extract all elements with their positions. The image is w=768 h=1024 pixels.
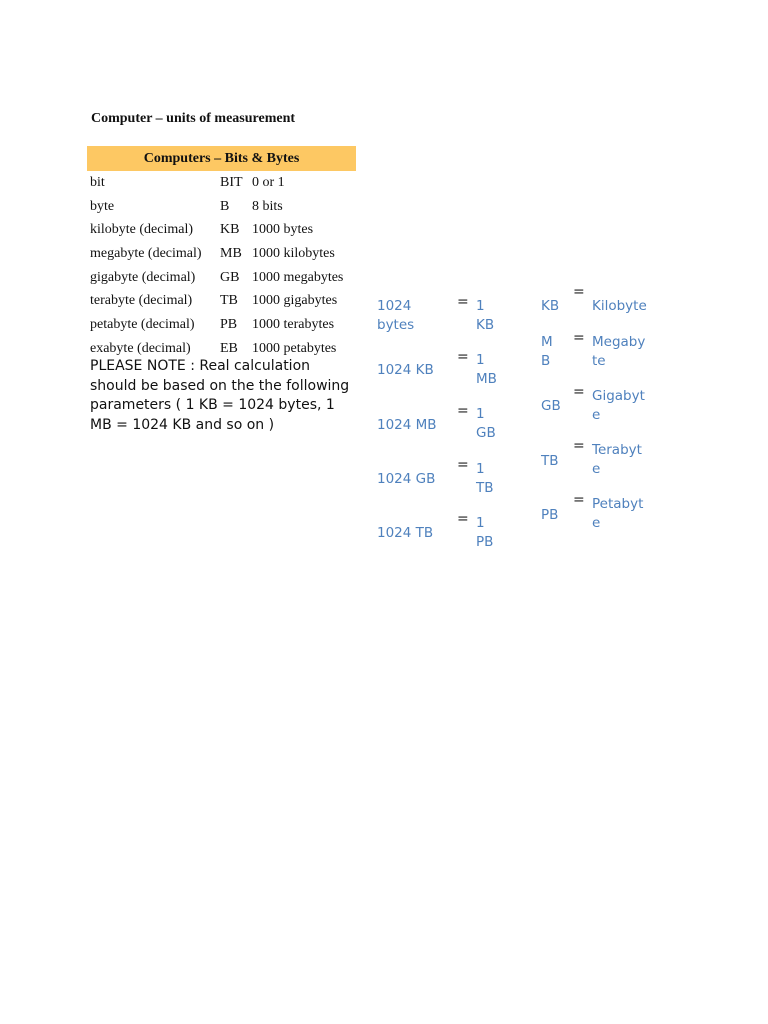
conversion-name	[592, 333, 645, 371]
unit-name: terabyte (decimal)	[90, 293, 193, 309]
table-row	[90, 244, 360, 268]
equals-sign: =	[573, 330, 585, 346]
conversion-to-line: PB	[476, 534, 494, 550]
conversion-to	[476, 514, 493, 552]
conversion-from-line: bytes	[377, 317, 415, 333]
unit-abbr: TB	[220, 293, 238, 309]
conversion-from-line: 1024	[377, 298, 412, 314]
conversion-abbr	[541, 397, 561, 416]
conversion-abbr	[541, 333, 553, 371]
unit-name: gigabyte (decimal)	[90, 269, 196, 285]
conversion-to-line: GB	[476, 425, 496, 441]
conversion-name	[592, 297, 647, 316]
unit-abbr: GB	[220, 269, 240, 285]
unit-value: 8 bits	[252, 198, 283, 214]
unit-name: megabyte (decimal)	[90, 246, 202, 262]
unit-value: 1000 petabytes	[252, 340, 337, 356]
conversion-to-line: 1	[476, 406, 485, 422]
conversion-name-line: Megaby	[592, 334, 646, 350]
conversion-name-line: e	[592, 515, 601, 531]
unit-value: 0 or 1	[252, 175, 285, 190]
table-row	[90, 197, 360, 221]
conversion-name-line: Terabyt	[592, 442, 642, 458]
conversion-abbr-line: TB	[541, 453, 559, 469]
conversion-abbr-line: GB	[541, 398, 561, 414]
conversion-abbr	[541, 506, 558, 525]
unit-name: exabyte (decimal)	[90, 340, 191, 356]
unit-abbr: MB	[220, 246, 242, 262]
conversion-abbr	[541, 452, 559, 471]
equals-sign: =	[573, 492, 585, 508]
table-row	[90, 220, 360, 244]
calculation-note: PLEASE NOTE : Real calculation should be based on the the following parameters ( 1 KB = 1024 bytes, 1 MB = 1024 KB and so on )	[90, 358, 350, 433]
conversion-to-line: MB	[476, 371, 497, 387]
conversion-from-line: 1024 MB	[377, 417, 437, 433]
conversion-to-line: 1	[476, 298, 485, 314]
table-row	[90, 268, 360, 292]
unit-value: 1000 gigabytes	[252, 293, 338, 309]
page-title: Computer – units of measurement	[91, 111, 296, 126]
equals-sign: =	[457, 403, 469, 419]
conversion-from-line: 1024 TB	[377, 525, 434, 541]
unit-value: 1000 terabytes	[252, 317, 335, 333]
conversion-abbr-line: PB	[541, 507, 559, 523]
unit-abbr: BIT	[220, 175, 243, 190]
conversion-name-line: e	[592, 407, 601, 423]
unit-abbr: KB	[220, 222, 240, 238]
unit-abbr: PB	[220, 317, 238, 333]
equals-sign: =	[573, 384, 585, 400]
conversion-name-line: Gigabyt	[592, 388, 645, 404]
unit-value: 1000 bytes	[252, 222, 314, 238]
conversion-abbr	[541, 297, 559, 316]
table-header	[87, 146, 356, 171]
table-row	[90, 173, 360, 197]
conversion-to	[476, 351, 497, 389]
conversion-name	[592, 495, 643, 533]
unit-name: bit	[90, 175, 105, 190]
unit-value: 1000 kilobytes	[252, 246, 335, 262]
conversion-name-line: e	[592, 461, 601, 477]
conversion-from	[377, 470, 435, 489]
conversion-to	[476, 405, 496, 443]
conversion-from-line: 1024 KB	[377, 362, 434, 378]
equals-sign: =	[457, 294, 469, 310]
table-header-label: Computers – Bits & Bytes	[143, 150, 300, 166]
conversion-to	[476, 297, 494, 335]
conversion-from	[377, 524, 433, 543]
conversion-abbr-line: KB	[541, 298, 560, 314]
conversion-name-line: te	[592, 353, 606, 369]
unit-value: 1000 megabytes	[252, 269, 344, 285]
conversion-to	[476, 460, 494, 498]
table-row	[90, 315, 360, 339]
unit-abbr: EB	[220, 340, 238, 356]
conversion-from-line: 1024 GB	[377, 471, 436, 487]
table-row	[90, 291, 360, 315]
conversion-abbr-line: M	[541, 334, 553, 350]
conversion-name	[592, 441, 642, 479]
conversion-to-line: 1	[476, 461, 485, 477]
conversion-to-line: 1	[476, 352, 485, 368]
conversion-from	[377, 297, 414, 335]
conversion-to-line: KB	[476, 317, 495, 333]
conversion-from	[377, 416, 437, 435]
conversion-to-line: 1	[476, 515, 485, 531]
conversion-from	[377, 361, 434, 380]
equals-sign: =	[573, 438, 585, 454]
conversion-name-line: Kilobyte	[592, 298, 647, 314]
unit-name: byte	[90, 198, 115, 214]
unit-name: kilobyte (decimal)	[90, 222, 194, 238]
equals-sign: =	[457, 349, 469, 365]
equals-sign: =	[457, 457, 469, 473]
conversion-name	[592, 387, 645, 425]
equals-sign: =	[573, 284, 585, 300]
conversion-name-line: Petabyt	[592, 496, 644, 512]
unit-abbr: B	[220, 198, 230, 214]
unit-name: petabyte (decimal)	[90, 317, 195, 333]
units-table	[90, 173, 360, 363]
equals-sign: =	[457, 511, 469, 527]
conversion-to-line: TB	[476, 480, 494, 496]
conversion-abbr-line: B	[541, 353, 551, 369]
